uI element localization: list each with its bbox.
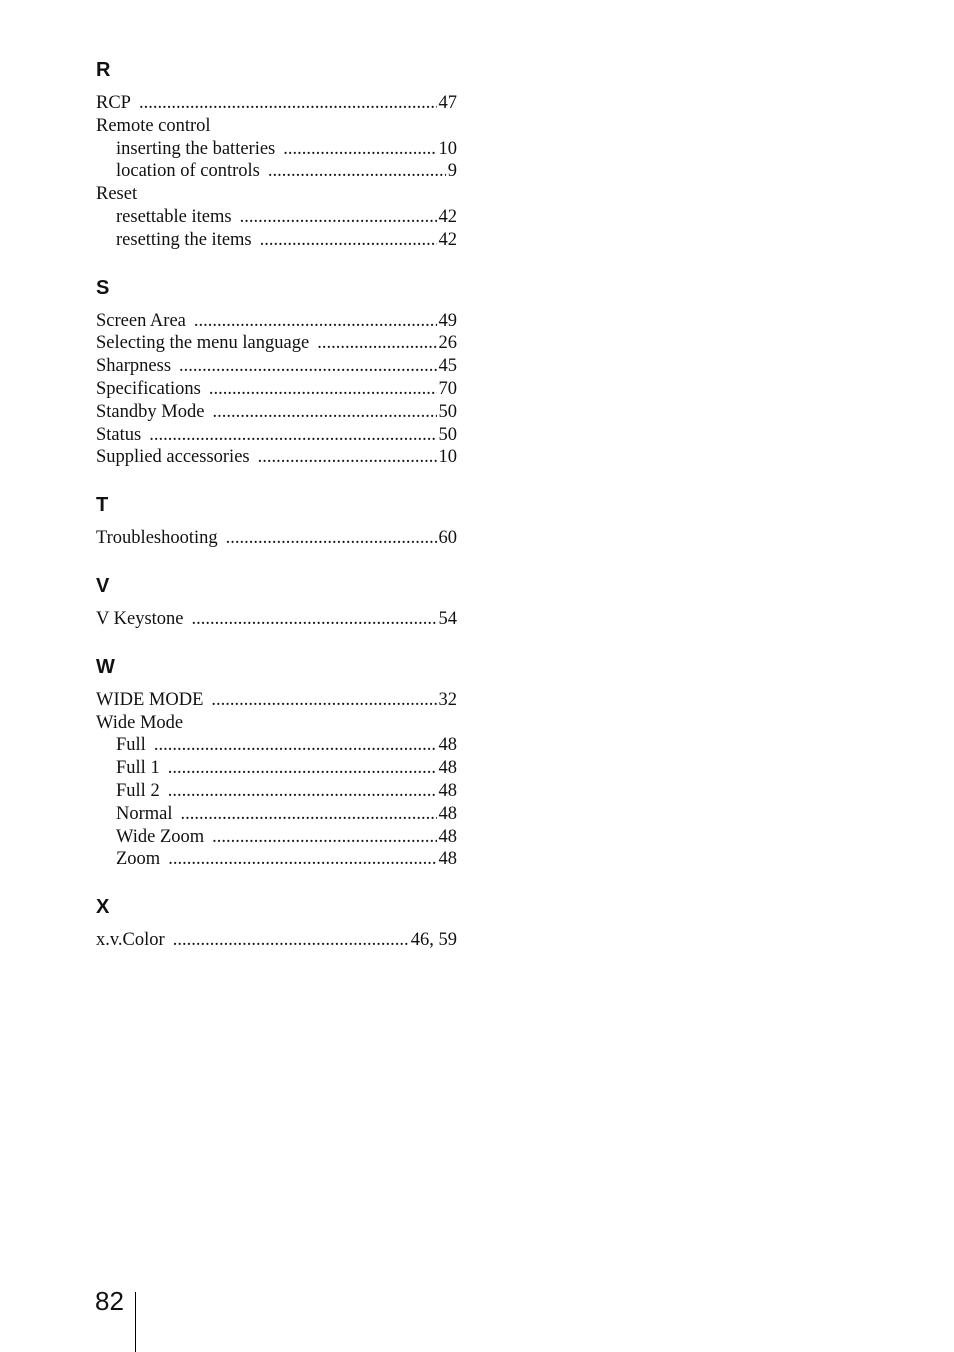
entry-term: x.v.Color [96, 930, 165, 951]
index-section-v [96, 574, 457, 631]
entry-term: Selecting the menu language [96, 333, 310, 354]
dot-leader [283, 138, 436, 161]
dot-leader [212, 826, 436, 849]
entry-term: Remote control [96, 115, 211, 136]
index-entry [96, 689, 457, 712]
entry-term: Wide Zoom [116, 826, 205, 847]
entry-term: Wide Mode [96, 712, 184, 733]
index-heading [96, 183, 457, 206]
entry-term: Normal [116, 803, 173, 824]
index-section-r [96, 58, 457, 252]
index-column [96, 58, 457, 976]
index-entry [96, 803, 457, 826]
entry-term: location of controls [116, 161, 260, 182]
entry-term: Full [116, 735, 146, 756]
index-entry [96, 92, 457, 115]
entry-term: WIDE MODE [96, 689, 204, 710]
index-entry [96, 848, 457, 871]
index-entry [96, 608, 457, 631]
section-letter: R [96, 59, 111, 81]
dot-leader [194, 310, 437, 333]
entry-page-number: 48 [438, 803, 457, 824]
entry-term: Reset [96, 184, 138, 205]
entry-page-number: 47 [438, 93, 457, 113]
entry-term: Screen Area [96, 310, 186, 331]
entry-page-number: 48 [438, 735, 457, 756]
dot-leader [168, 757, 437, 780]
index-heading [96, 712, 457, 735]
dot-leader [168, 848, 436, 871]
index-entry [96, 138, 457, 161]
entry-page-number: 9 [447, 161, 457, 182]
index-section-s [96, 276, 457, 470]
index-entry [96, 401, 457, 424]
dot-leader [260, 229, 437, 252]
entry-page-number: 32 [438, 689, 457, 710]
entry-term: resetting the items [116, 229, 252, 250]
entry-term: resettable items [116, 206, 232, 227]
entry-page-number: 46, 59 [410, 930, 457, 951]
entry-term: Zoom [116, 849, 161, 870]
entry-page-number: 70 [438, 378, 457, 399]
entry-page-number: 10 [438, 138, 457, 159]
dot-leader [211, 689, 436, 712]
index-entry [96, 446, 457, 469]
index-entry [96, 780, 457, 803]
entry-page-number: 50 [438, 401, 457, 422]
entry-page-number: 48 [438, 849, 457, 870]
entry-page-number: 50 [438, 424, 457, 445]
index-entry [96, 355, 457, 378]
section-letter: T [96, 494, 109, 517]
entry-term: Specifications [96, 378, 201, 399]
index-entry [96, 757, 457, 780]
entry-page-number: 54 [438, 608, 457, 629]
entry-page-number: 42 [438, 206, 457, 227]
index-entry [96, 378, 457, 401]
index-section-w [96, 655, 457, 871]
entry-page-number: 26 [438, 333, 457, 354]
page-number-divider [135, 1292, 136, 1352]
dot-leader [149, 424, 436, 447]
dot-leader [240, 206, 437, 229]
entry-term: Supplied accessories [96, 447, 250, 468]
dot-leader [154, 734, 437, 757]
entry-term: Full 2 [116, 780, 160, 801]
index-entry [96, 527, 457, 550]
dot-leader [258, 446, 437, 469]
index-section-x [96, 895, 457, 952]
section-letter: S [96, 276, 110, 299]
index-entry [96, 310, 457, 333]
index-entry [96, 424, 457, 447]
entry-page-number: 48 [438, 758, 457, 779]
entry-page-number: 10 [438, 447, 457, 468]
entry-term: Full 1 [116, 758, 160, 779]
dot-leader [268, 160, 446, 183]
page-number: 82 [95, 1286, 124, 1316]
index-entry [96, 160, 457, 183]
index-entry [96, 734, 457, 757]
dot-leader [173, 929, 409, 952]
index-entry [96, 206, 457, 229]
entry-page-number: 49 [438, 310, 457, 331]
entry-term: RCP [96, 93, 131, 113]
section-letter: W [96, 655, 115, 678]
index-entry [96, 929, 457, 952]
dot-leader [168, 780, 437, 803]
dot-leader [209, 378, 437, 401]
index-section-t [96, 493, 457, 550]
dot-leader [226, 527, 437, 550]
dot-leader [212, 401, 436, 424]
entry-term: Sharpness [96, 356, 172, 377]
entry-term: inserting the batteries [116, 138, 276, 159]
entry-page-number: 60 [438, 528, 457, 549]
entry-page-number: 45 [438, 356, 457, 377]
dot-leader [181, 803, 437, 826]
entry-page-number: 42 [438, 229, 457, 250]
index-entry [96, 332, 457, 355]
section-letter: X [96, 896, 110, 919]
index-heading [96, 115, 457, 138]
entry-term: Troubleshooting [96, 528, 218, 549]
dot-leader [139, 92, 437, 115]
entry-term: V Keystone [96, 608, 184, 629]
dot-leader [317, 332, 436, 355]
entry-term: Status [96, 424, 142, 445]
entry-page-number: 48 [438, 780, 457, 801]
section-letter: V [96, 574, 110, 597]
dot-leader [192, 608, 437, 631]
entry-term: Standby Mode [96, 401, 205, 422]
dot-leader [179, 355, 436, 378]
index-entry [96, 826, 457, 849]
entry-page-number: 48 [438, 826, 457, 847]
index-entry [96, 229, 457, 252]
